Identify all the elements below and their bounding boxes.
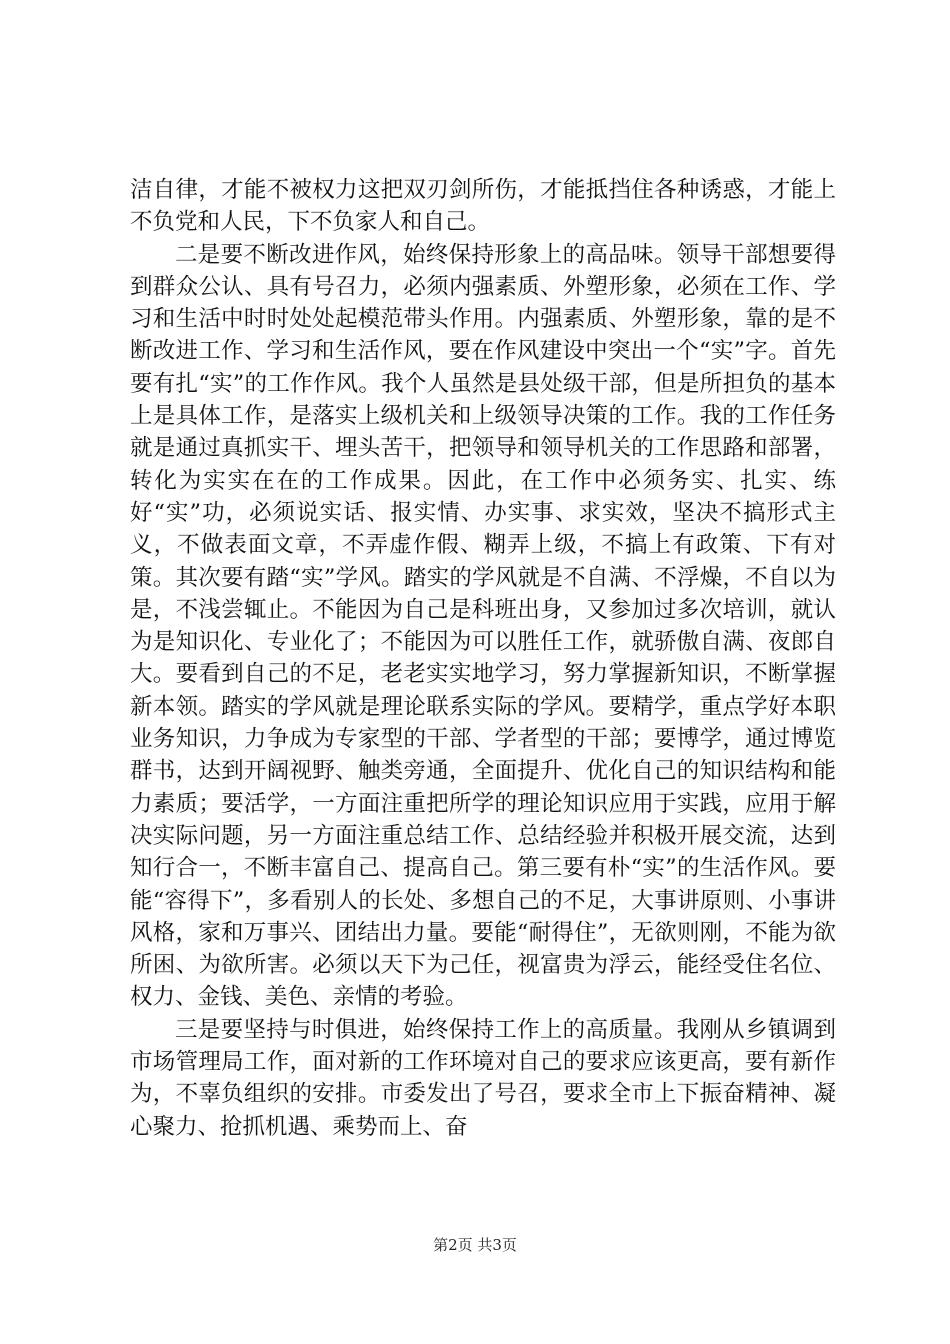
paragraph-two: 二是要不断改进作风，始终保持形象上的高品味。领导干部想要得到群众公认、具有号召力，必须内强素质、外塑形象，必须在工作、学习和生活中时时处处起模范带头作用。内强素质、外塑形象，靠的是不断改进工作、学习和生活作风，要在作风建设中突出一个“实”字。首先要有扎“实”的工作作风。我个人虽然是县处级干部，但是所担负的基本上是具体工作，是落实上级机关和上级领导决策的工作。我的工作任务就是通过真抓实干、埋头苦干，把领导和领导机关的工作思路和部署，转化为实实在在的工作成果。因此，在工作中必须务实、扎实、练好“实”功，必须说实话、报实情、办实事、求实效，坚决不搞形式主义，不做表面文章，不弄虚作假、糊弄上级，不搞上有政策、下有对策。其次要有踏“实”学风。踏实的学风就是不自满、不浮燥，不自以为是，不浅尝辄止。不能因为自己是科班出身，又参加过多次培训，就认为是知识化、专业化了；不能因为可以胜任工作，就骄傲自满、夜郎自大。要看到自己的不足，老老实实地学习，努力掌握新知识，不断掌握新本领。踏实的学风就是理论联系实际的学风。要精学，重点学好本职业务知识，力争成为专家型的干部、学者型的干部；要博学，通过博览群书，达到开阔视野、触类旁通，全面提升、优化自己的知识结构和能力素质；要活学，一方面注重把所学的理论知识应用于实践，应用于解决实际问题，另一方面注重总结工作、总结经验并积极开展交流，达到知行合一，不断丰富自己、提高自己。第三要有朴“实”的生活作风。要能“容得下”，多看别人的长处、多想自己的不足，大事讲原则、小事讲风格，家和万事兴、团结出力量。要能“耐得住”，无欲则刚，不能为欲所困、为欲所害。必须以天下为己任，视富贵为浮云，能经受住名位、权力、金钱、美色、亲情的考验。 — [130, 241, 836, 1011]
page-footer: 第2页 共3页 — [433, 1236, 517, 1254]
paragraph-continued: 洁自律，才能不被权力这把双刃剑所伤，才能抵挡住各种诱惑，才能上不负党和人民，下不负家人和自己。 — [130, 177, 836, 236]
paragraph-three: 三是要坚持与时俱进，始终保持工作上的高质量。我刚从乡镇调到市场管理局工作，面对新的工作环境对自己的要求应该更高，要有新作为，不辜负组织的安排。市委发出了号召，要求全市上下振奋精神、凝心聚力、抢抓机遇、乘势而上、奋 — [130, 1016, 836, 1140]
body-text — [130, 174, 836, 1143]
